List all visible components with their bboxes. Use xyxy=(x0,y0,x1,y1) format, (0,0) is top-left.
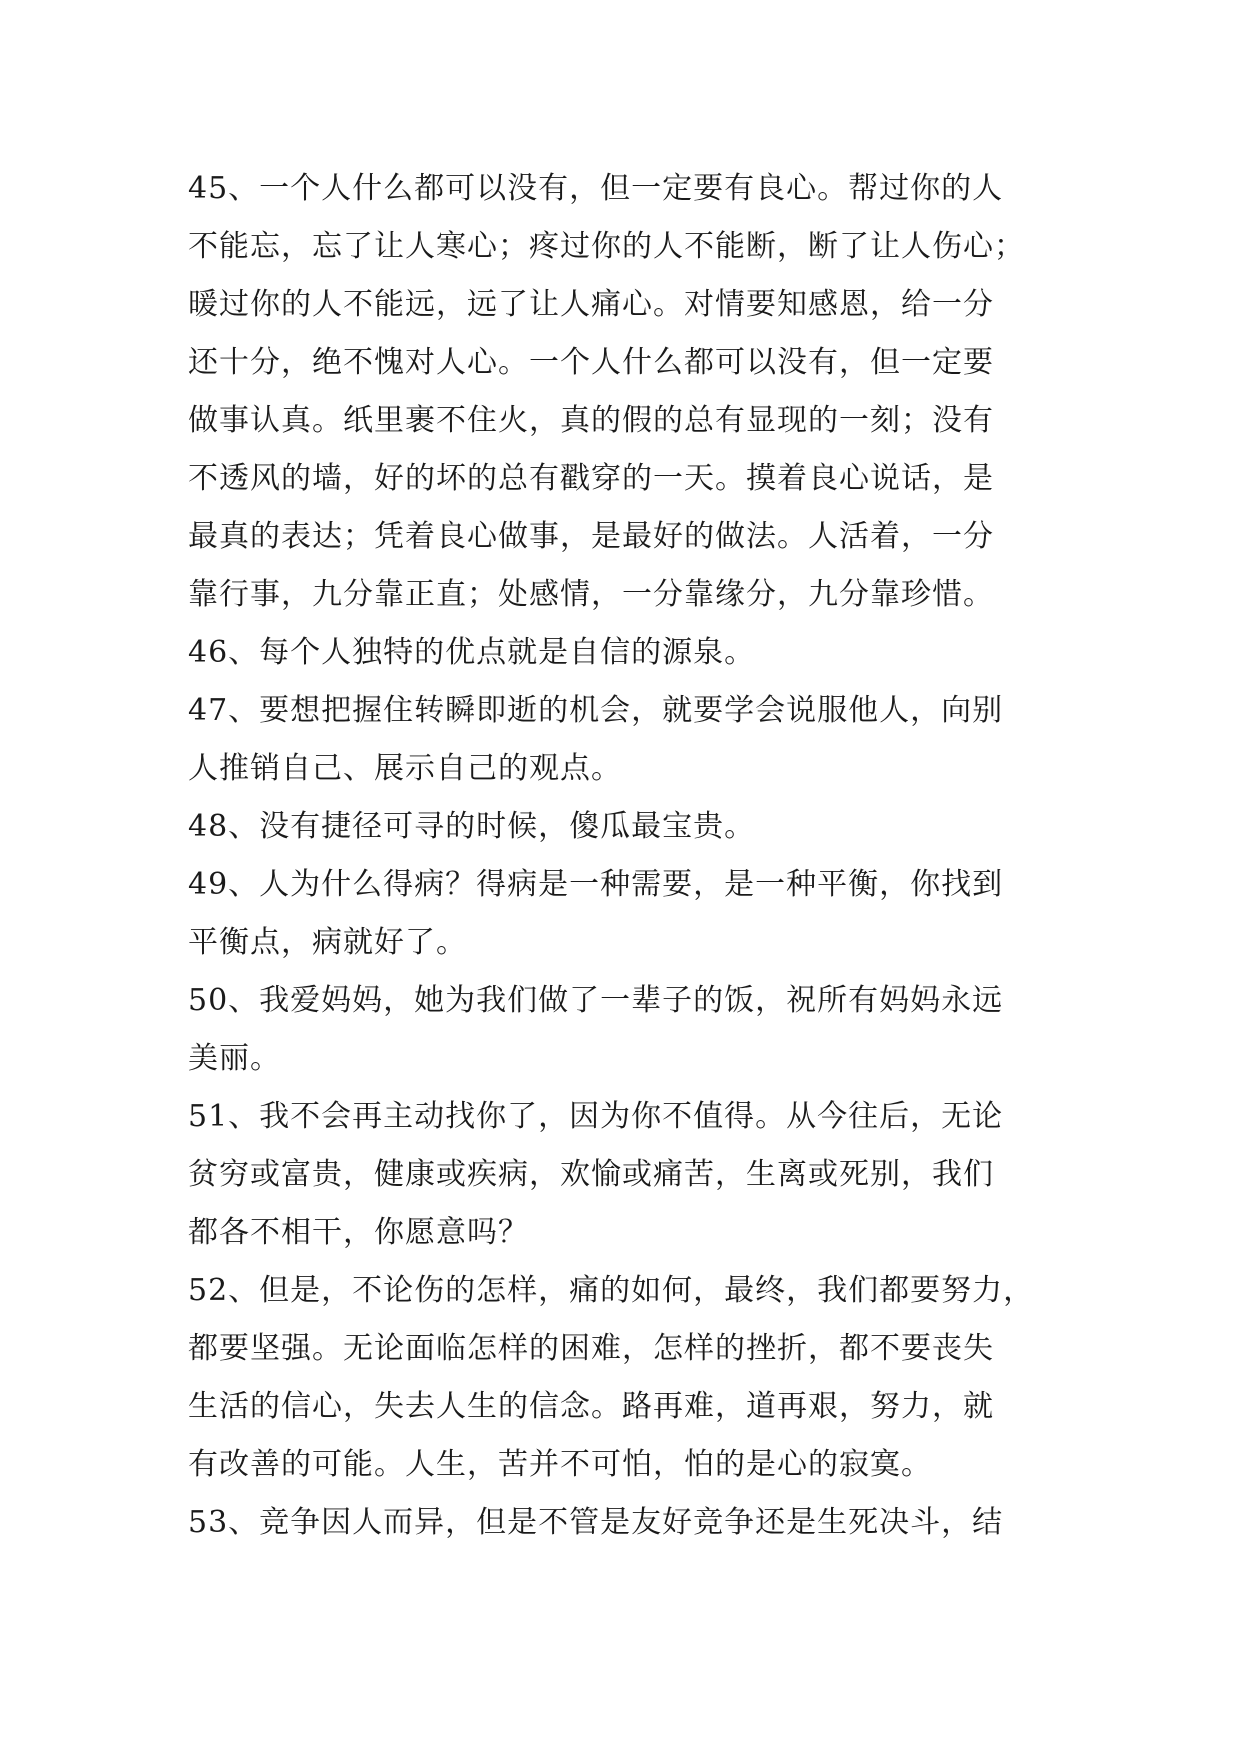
text-line: 51、我不会再主动找你了，因为你不值得。从今往后，无论 xyxy=(188,1099,1004,1134)
text-line: 都各不相干，你愿意吗？ xyxy=(188,1215,529,1250)
text-line: 都要坚强。无论面临怎样的困难，怎样的挫折，都不要丧失 xyxy=(188,1331,994,1366)
text-line: 做事认真。纸里裹不住火，真的假的总有显现的一刻；没有 xyxy=(188,403,994,438)
text-line: 人推销自己、展示自己的观点。 xyxy=(188,751,622,786)
text-body xyxy=(188,160,1088,1552)
text-line: 有改善的可能。人生，苦并不可怕，怕的是心的寂寞。 xyxy=(188,1447,932,1482)
text-line: 53、竞争因人而异，但是不管是友好竞争还是生死决斗，结 xyxy=(188,1505,1004,1540)
text-line: 45、一个人什么都可以没有，但一定要有良心。帮过你的人 xyxy=(188,171,1004,206)
text-line: 52、但是，不论伤的怎样，痛的如何，最终，我们都要努力， xyxy=(188,1273,1035,1308)
text-line: 不能忘，忘了让人寒心；疼过你的人不能断，断了让人伤心； xyxy=(188,229,1025,264)
text-line: 不透风的墙，好的坏的总有戳穿的一天。摸着良心说话，是 xyxy=(188,461,994,496)
text-line: 48、没有捷径可寻的时候，傻瓜最宝贵。 xyxy=(188,809,756,844)
text-line: 还十分，绝不愧对人心。一个人什么都可以没有，但一定要 xyxy=(188,345,994,380)
text-line: 50、我爱妈妈，她为我们做了一辈子的饭，祝所有妈妈永远 xyxy=(188,983,1004,1018)
text-line: 46、每个人独特的优点就是自信的源泉。 xyxy=(188,635,756,670)
text-line: 靠行事，九分靠正直；处感情，一分靠缘分，九分靠珍惜。 xyxy=(188,577,994,612)
text-line: 生活的信心，失去人生的信念。路再难，道再艰，努力，就 xyxy=(188,1389,994,1424)
text-line: 最真的表达；凭着良心做事，是最好的做法。人活着，一分 xyxy=(188,519,994,554)
text-line: 47、要想把握住转瞬即逝的机会，就要学会说服他人，向别 xyxy=(188,693,1004,728)
text-line: 暖过你的人不能远，远了让人痛心。对情要知感恩，给一分 xyxy=(188,287,994,322)
text-line: 49、人为什么得病？得病是一种需要，是一种平衡，你找到 xyxy=(188,867,1004,902)
text-line: 贫穷或富贵，健康或疾病，欢愉或痛苦，生离或死别，我们 xyxy=(188,1157,994,1192)
text-line: 平衡点，病就好了。 xyxy=(188,925,467,960)
text-line: 美丽。 xyxy=(188,1041,281,1076)
